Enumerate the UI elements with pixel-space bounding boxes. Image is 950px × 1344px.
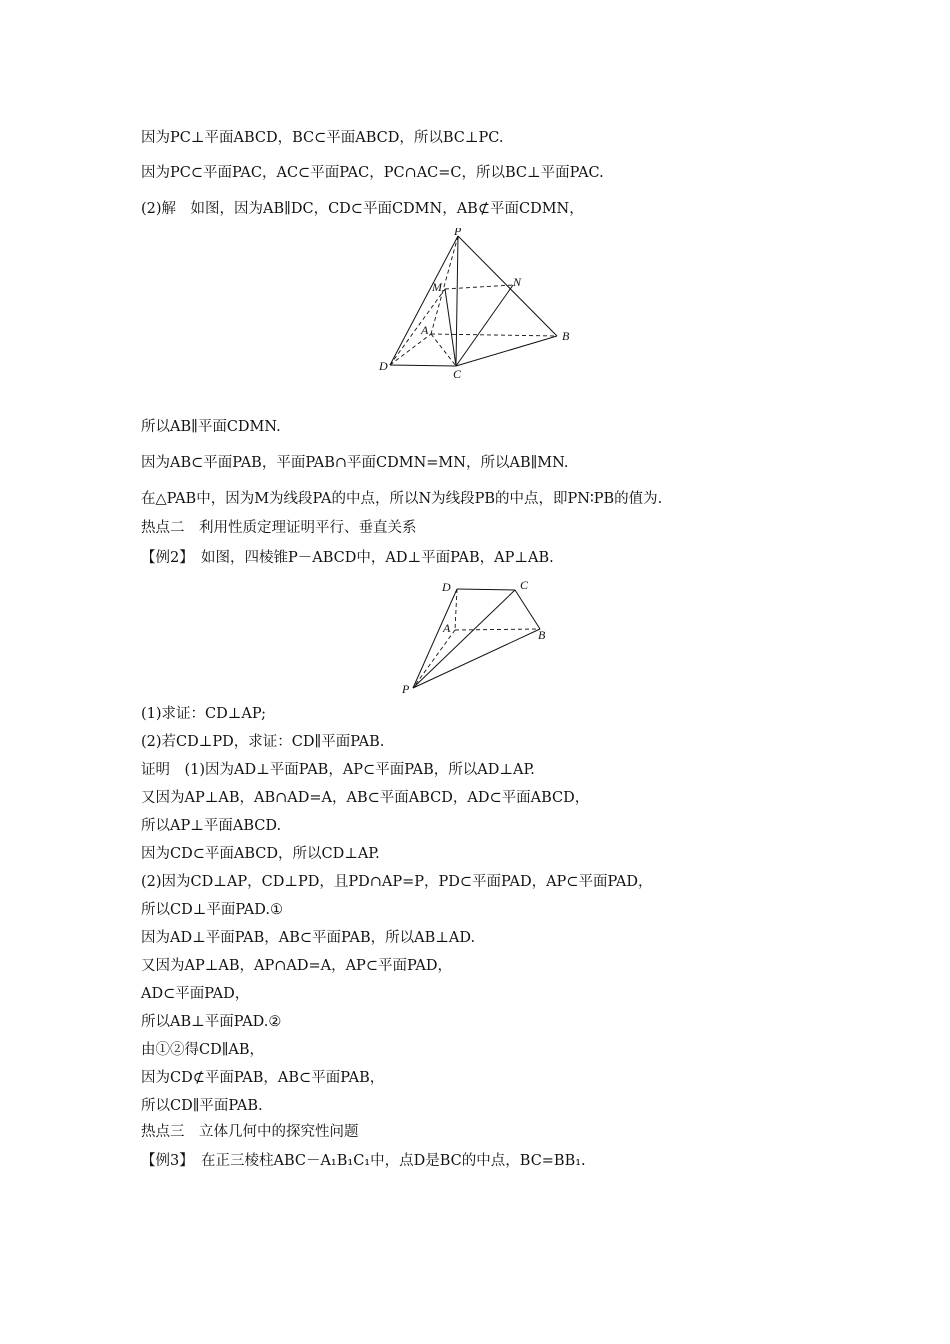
label-d: D <box>442 580 451 594</box>
example-heading: 【例2】 如图，四棱锥P－ABCD中，AD⊥平面PAB，AP⊥AB. <box>141 550 554 566</box>
text-line: 所以CD⊥平面PAD.① <box>141 902 283 918</box>
label-b: B <box>538 628 546 642</box>
text-line: 证明 (1)因为AD⊥平面PAB，AP⊂平面PAB，所以AD⊥AP. <box>141 762 535 778</box>
text-line: 因为PC⊥平面ABCD，BC⊂平面ABCD，所以BC⊥PC. <box>141 130 504 146</box>
label-m: M <box>432 280 442 294</box>
label-b: B <box>562 329 570 343</box>
pyramid-figure-pmn <box>370 228 580 378</box>
text-line: 所以AP⊥平面ABCD. <box>141 818 282 834</box>
section-heading: 热点三 立体几何中的探究性问题 <box>141 1124 359 1140</box>
text-line: 又因为AP⊥AB，AB∩AD=A，AB⊂平面ABCD，AD⊂平面ABCD， <box>141 790 590 806</box>
text-line: 由①②得CD∥AB， <box>141 1042 265 1058</box>
label-c: C <box>453 367 462 378</box>
label-n: N <box>513 275 522 289</box>
label-a: A <box>443 621 451 635</box>
text-line: (2)解 如图，因为AB∥DC，CD⊂平面CDMN，AB⊄平面CDMN， <box>141 201 584 217</box>
pyramid-figure-pabcd <box>395 574 565 699</box>
label-d: D <box>379 359 388 373</box>
label-a: A <box>421 323 429 337</box>
text-line: 因为AD⊥平面PAB，AB⊂平面PAB，所以AB⊥AD. <box>141 930 476 946</box>
text-line: 因为PC⊂平面PAC，AC⊂平面PAC，PC∩AC=C，所以BC⊥平面PAC. <box>141 165 604 181</box>
text-line: (1)求证：CD⊥AP; <box>141 706 266 722</box>
text-line: 所以AB∥平面CDMN. <box>141 419 281 435</box>
text-line: 所以AB⊥平面PAD.② <box>141 1014 282 1030</box>
example-heading: 【例3】 在正三棱柱ABC－A₁B₁C₁中，点D是BC的中点，BC=BB₁. <box>141 1153 586 1169</box>
text-line: (2)因为CD⊥AP，CD⊥PD，且PD∩AP=P，PD⊂平面PAD，AP⊂平面PAD， <box>141 874 653 890</box>
text-line: AD⊂平面PAD， <box>141 986 250 1002</box>
label-c: C <box>520 578 529 592</box>
text-line: 因为AB⊂平面PAB，平面PAB∩平面CDMN=MN，所以AB∥MN. <box>141 455 569 471</box>
section-heading: 热点二 利用性质定理证明平行、垂直关系 <box>141 520 417 536</box>
text-line: 又因为AP⊥AB，AP∩AD=A，AP⊂平面PAD， <box>141 958 452 974</box>
text-line: 所以CD∥平面PAB. <box>141 1098 263 1114</box>
text-line: 因为CD⊄平面PAB，AB⊂平面PAB， <box>141 1070 385 1086</box>
text-line: 因为CD⊂平面ABCD，所以CD⊥AP. <box>141 846 380 862</box>
text-line: 在△PAB中，因为M为线段PA的中点，所以N为线段PB的中点，即PN∶PB的值为. <box>141 491 663 507</box>
label-p: P <box>454 228 462 238</box>
label-p: P <box>402 682 410 696</box>
text-line: (2)若CD⊥PD，求证：CD∥平面PAB. <box>141 734 385 750</box>
